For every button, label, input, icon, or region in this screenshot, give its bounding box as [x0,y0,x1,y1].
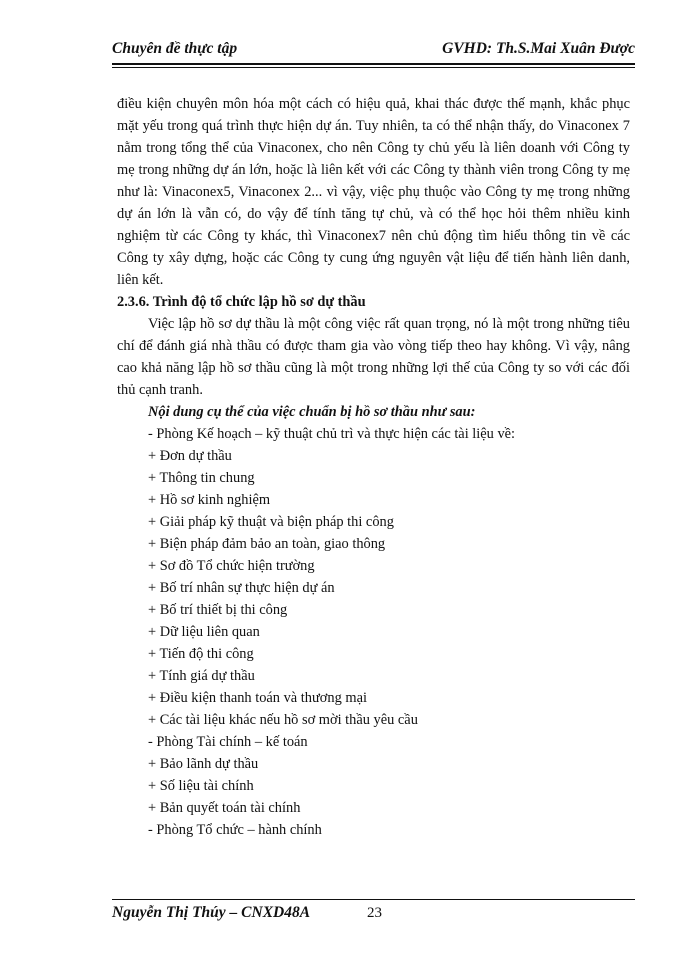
list-item: + Bảo lãnh dự thầu [148,756,259,772]
footer-author: Nguyễn Thị Thúy – CNXD48A [112,904,311,921]
list-item: + Số liệu tài chính [148,778,254,794]
list-item: + Bản quyết toán tài chính [148,800,301,816]
document-body [117,93,630,841]
list-item: + Hồ sơ kinh nghiệm [148,492,271,508]
list-item: + Điều kiện thanh toán và thương mại [148,690,367,706]
page-header [112,40,635,58]
list-item: + Các tài liệu khác nếu hồ sơ mời thầu yêu cầu [148,712,418,728]
list-item: + Giải pháp kỹ thuật và biện pháp thi công [148,514,394,530]
list-item: + Tiến độ thi công [148,646,254,662]
list-item: - Phòng Tài chính – kế toán [148,734,308,750]
list-item: + Thông tin chung [148,470,255,486]
page-number: 23 [367,905,382,921]
header-rule-thick [112,63,635,65]
list-item: + Dữ liệu liên quan [148,624,260,640]
header-right-supervisor: GVHD: Th.S.Mai Xuân Được [442,40,635,57]
intro-paragraph: điều kiện chuyên môn hóa một cách có hiệu quả, khai thác được thế mạnh, khắc phục mặt yếu trong quá trình thực hiện dự án. Tuy nhiên, ta có thể nhận thấy, do Vinaconex 7 nằm trong tổng thể của Vinaconex, cho nên Công ty chủ yếu là liên doanh với Công ty mẹ trong những dự án lớn, hoặc là liên kết với các Công ty thành viên trong Công ty mẹ như là: Vinaconex5, Vinaconex 2... vì vậy, việc phụ thuộc vào Công ty mẹ trong những dự án lớn là vẫn có, do vậy để tính tăng tự chủ, và có thể học hỏi thêm nhiều kinh nghiệm từ các Công ty khác, thì Vinaconex7 nên chủ động tìm hiểu thông tin về các Công ty xây dựng, hoặc các Công ty cung ứng nguyên vật liệu để tiến hành liên danh, liên kết. [117,96,630,288]
list-item: + Sơ đồ Tổ chức hiện trường [148,558,315,574]
list-item: + Tính giá dự thầu [148,668,255,684]
list-item: + Bố trí thiết bị thi công [148,602,288,618]
section-heading: 2.3.6. Trình độ tổ chức lập hồ sơ dự thầu [117,294,366,310]
document-list [117,423,630,841]
list-item: - Phòng Kế hoạch – kỹ thuật chủ trì và thực hiện các tài liệu về: [148,426,516,442]
footer-rule [112,899,635,900]
header-rule-thin [112,67,635,68]
list-item: - Phòng Tổ chức – hành chính [148,822,322,838]
list-item: + Biện pháp đảm bảo an toàn, giao thông [148,536,386,552]
header-left-title: Chuyên đề thực tập [112,40,238,57]
list-item: + Bố trí nhân sự thực hiện dự án [148,580,335,596]
section-paragraph: Việc lập hồ sơ dự thầu là một công việc rất quan trọng, nó là một trong những tiêu chí để đánh giá nhà thầu có được tham gia vào vòng tiếp theo hay không. Vì vậy, nâng cao khả năng lập hồ sơ thầu cũng là một trong những lợi thế của Công ty so với các đối thủ cạnh tranh. [117,316,630,398]
content-subheading: Nội dung cụ thể của việc chuẩn bị hồ sơ thầu như sau: [148,404,476,420]
list-item: + Đơn dự thầu [148,448,232,464]
